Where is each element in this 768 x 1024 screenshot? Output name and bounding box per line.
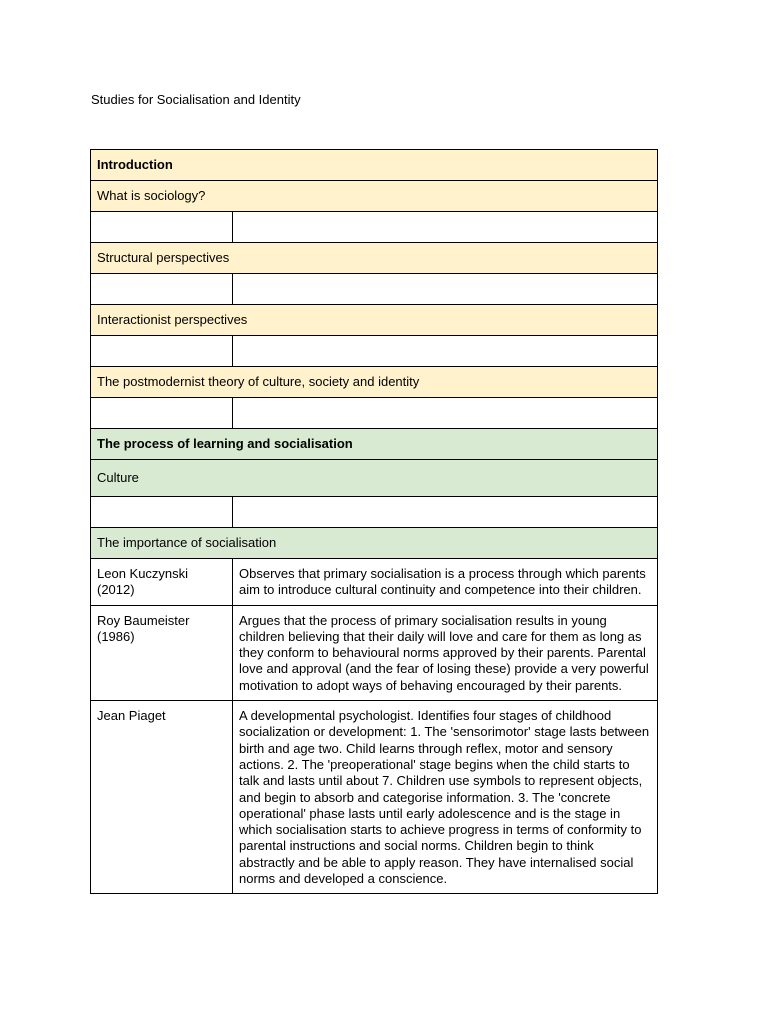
- document-title: Studies for Socialisation and Identity: [91, 92, 301, 107]
- study-row: [91, 559, 658, 606]
- topic-structural-perspectives: Structural perspectives: [91, 243, 658, 274]
- study-row: [91, 701, 658, 894]
- topic-row: [91, 367, 658, 398]
- empty-row: [91, 497, 658, 528]
- empty-cell[interactable]: [91, 398, 233, 429]
- study-author: Leon Kuczynski (2012): [91, 559, 233, 606]
- study-author: Jean Piaget: [91, 701, 233, 894]
- section-heading-row: [91, 150, 658, 181]
- section-heading-introduction: Introduction: [91, 150, 658, 181]
- topic-culture: Culture: [91, 460, 658, 497]
- topic-row: [91, 528, 658, 559]
- studies-table: [90, 149, 658, 894]
- empty-cell[interactable]: [233, 274, 658, 305]
- topic-row: [91, 305, 658, 336]
- section-heading-row: [91, 429, 658, 460]
- empty-cell[interactable]: [91, 274, 233, 305]
- empty-cell[interactable]: [233, 398, 658, 429]
- empty-row: [91, 398, 658, 429]
- empty-cell[interactable]: [91, 336, 233, 367]
- empty-cell[interactable]: [233, 336, 658, 367]
- empty-cell[interactable]: [233, 212, 658, 243]
- empty-row: [91, 336, 658, 367]
- section-heading-learning: The process of learning and socialisation: [91, 429, 658, 460]
- topic-importance-of-socialisation: The importance of socialisation: [91, 528, 658, 559]
- study-author: Roy Baumeister (1986): [91, 605, 233, 700]
- topic-postmodernist-theory: The postmodernist theory of culture, society and identity: [91, 367, 658, 398]
- empty-cell[interactable]: [91, 497, 233, 528]
- topic-row: [91, 181, 658, 212]
- study-row: [91, 605, 658, 700]
- topic-row: [91, 243, 658, 274]
- topic-interactionist-perspectives: Interactionist perspectives: [91, 305, 658, 336]
- topic-row: [91, 460, 658, 497]
- empty-row: [91, 274, 658, 305]
- empty-cell[interactable]: [233, 497, 658, 528]
- empty-row: [91, 212, 658, 243]
- study-description: A developmental psychologist. Identifies four stages of childhood socialization or development: 1. The 'sensorimotor' stage lasts between birth and age two. Child learns through reflex, motor and sensory actions. 2. The 'preoperational' stage begins when the child starts to talk and lasts until about 7. Children use symbols to represent objects, and begin to absorb and categorise information. 3. The 'concrete operational' phase lasts until early adolescence and is the stage in which socialisation starts to achieve progress in terms of conformity to parental instructions and social norms. Children begin to think abstractly and be able to apply reason. They have internalised social norms and developed a conscience.: [233, 701, 658, 894]
- topic-what-is-sociology: What is sociology?: [91, 181, 658, 212]
- study-description: Argues that the process of primary socialisation results in young children believing that their daily will love and care for them as long as they conform to behavioural norms approved by their parents. Parental love and approval (and the fear of losing these) provide a very powerful motivation to adopt ways of behaving encouraged by their parents.: [233, 605, 658, 700]
- empty-cell[interactable]: [91, 212, 233, 243]
- study-description: Observes that primary socialisation is a process through which parents aim to introduce cultural continuity and competence into their children.: [233, 559, 658, 606]
